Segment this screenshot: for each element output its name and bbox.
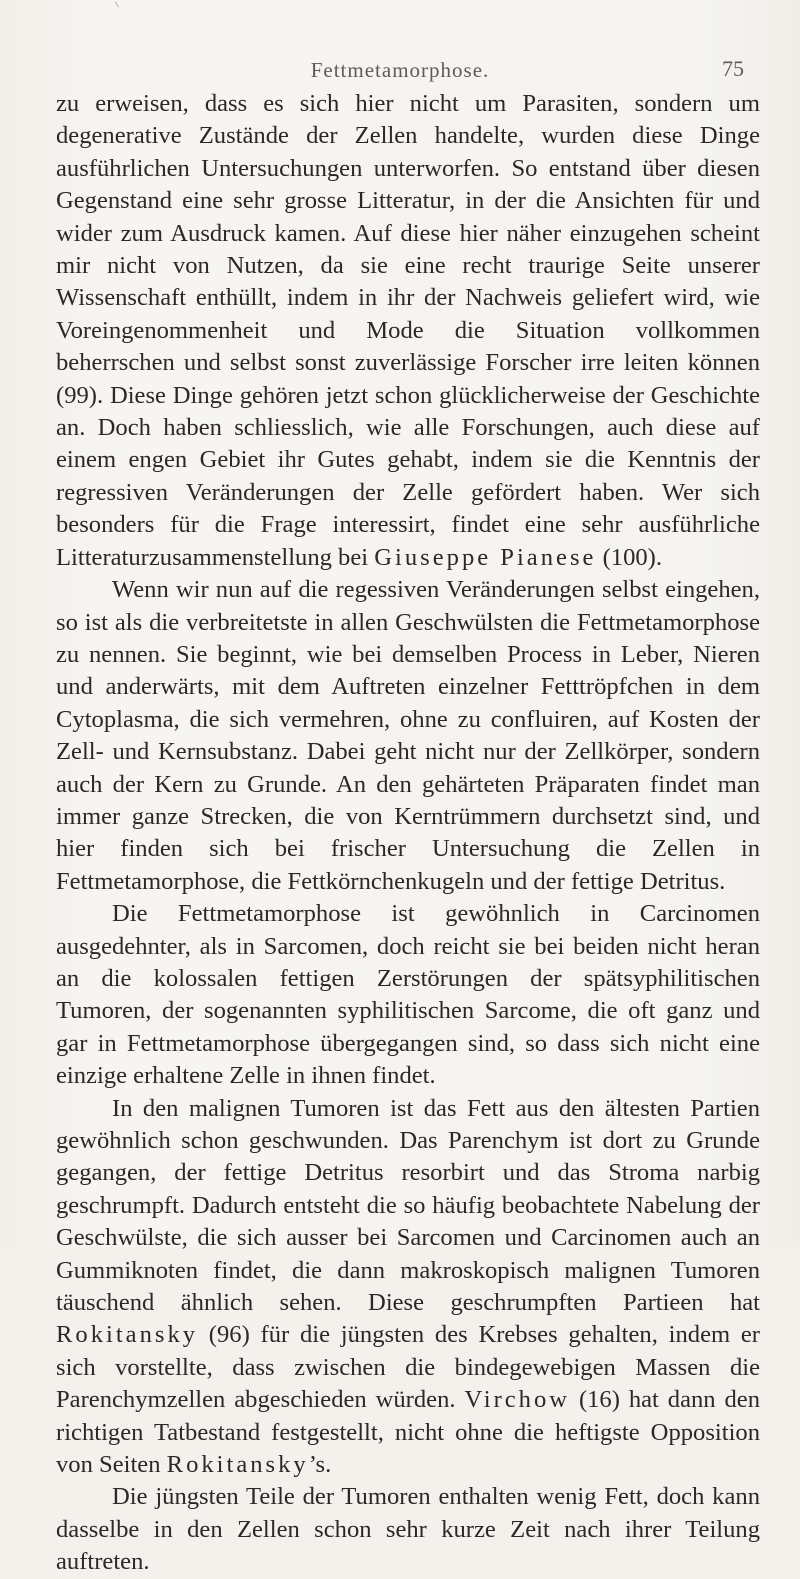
paragraph (56, 88, 760, 574)
text-run: (16) hat dann den richtigen Tatbestand festgestellt, nicht ohne die heftigste Opposition von Seiten (56, 1386, 760, 1479)
text-run: Die jüngsten Teile der Tumoren enthalten wenig Fett, doch kann dasselbe in den Zellen schon sehr kurze Zeit nach ihrer Teilung auftreten. (56, 1483, 760, 1576)
author-name: Giuseppe Pianese (374, 543, 597, 571)
author-name: Rokitansky (56, 1321, 199, 1349)
paragraph (56, 1481, 760, 1578)
paragraph (56, 574, 760, 898)
text-run: In den malignen Tumoren ist das Fett aus den ältesten Partien gewöhnlich schon geschwunden. Das Parenchym ist dort zu Grunde gegangen, der fettige Detritus resorbirt und das Stroma narbig geschrumpft. Dadurch entsteht die so häufig beobachtete Nabelung der Geschwülste, die sich ausser bei Sarcomen und Carcinomen auch an Gummiknoten findet, die dann makroskopisch malignen Tumoren täuschend ähnlich sehen. Diese geschrumpften Partieen hat (56, 1094, 760, 1317)
text-run: (96) für die jüngsten des Krebses gehalten, indem er sich vorstellte, dass zwischen die bindegewebigen Massen die Parenchymzellen abgeschieden würden. (56, 1321, 760, 1414)
author-name: Virchow (464, 1386, 571, 1414)
text-run: Wenn wir nun auf die regessiven Veränderungen selbst eingehen, so ist als die verbreitetste in allen Geschwülsten die Fettmetamorphose zu nennen. Sie beginnt, wie bei demselben Process in Leber, Nieren und anderwärts, mit dem Auftreten einzelner Fetttröpfchen in dem Cytoplasma, die sich vermehren, ohne zu confluiren, auf Kosten der Zell- und Kernsubstanz. Dabei geht nicht nur der Zellkörper, sondern auch der Kern zu Grunde. An den gehärteten Präparaten findet man immer ganze Strecken, die von Kerntrümmern durchsetzt sind, und hier finden sich bei frischer Untersuchung die Zellen in Fettmetamorphose, die Fettkörnchenkugeln und der fettige Detritus. (56, 576, 760, 895)
text-run: Die Fettmetamorphose ist gewöhnlich in Carcinomen ausgedehnter, als in Sarcomen, doch reicht sie bei beiden nicht heran an die kolossalen fettigen Zerstörungen der spätsyphilitischen Tumoren, der sogenannten syphilitischen Sarcome, die oft ganz und gar in Fettmetamorphose übergegangen sind, so dass sich nicht eine einzige erhaltene Zelle in ihnen findet. (56, 900, 760, 1090)
author-name: Rokitansky (166, 1451, 309, 1479)
paragraph (56, 1093, 760, 1482)
page-number: 75 (722, 56, 744, 81)
paragraph (56, 898, 760, 1092)
text-run: zu erweisen, dass es sich hier nicht um Parasiten, sondern um degenerative Zustände der Zellen handelte, wurden diese Dinge ausführlichen Untersuchungen unterworfen. So entstand über diesen Gegenstand eine sehr grosse Litteratur, in der die Ansichten für und wider zum Ausdruck kamen. Auf diese hier näher einzugehen scheint mir nicht von Nutzen, da sie eine recht traurige Seite unserer Wissenschaft enthüllt, indem in ihr der Nachweis geliefert wird, wie Voreingenommenheit und Mode die Situation vollkommen beherrschen und selbst sonst zuverlässige Forscher irre leiten können (99). Diese Dinge gehören jetzt schon glücklicherweise der Geschichte an. Doch haben schliesslich, wie alle Forschungen, auch diese auf einem engen Gebiet ihr Gutes gehabt, indem sie die Kenntnis der regressiven Veränderungen der Zelle gefördert haben. Wer sich besonders für die Frage interessirt, findet eine sehr ausführliche Litteraturzusammenstellung bei (56, 90, 760, 571)
text-run: ’s. (308, 1451, 332, 1479)
paper-mark (115, 0, 124, 7)
running-head: Fettmetamorphose. (310, 58, 490, 82)
body-text (56, 88, 760, 1579)
text-run: (100). (596, 543, 663, 571)
